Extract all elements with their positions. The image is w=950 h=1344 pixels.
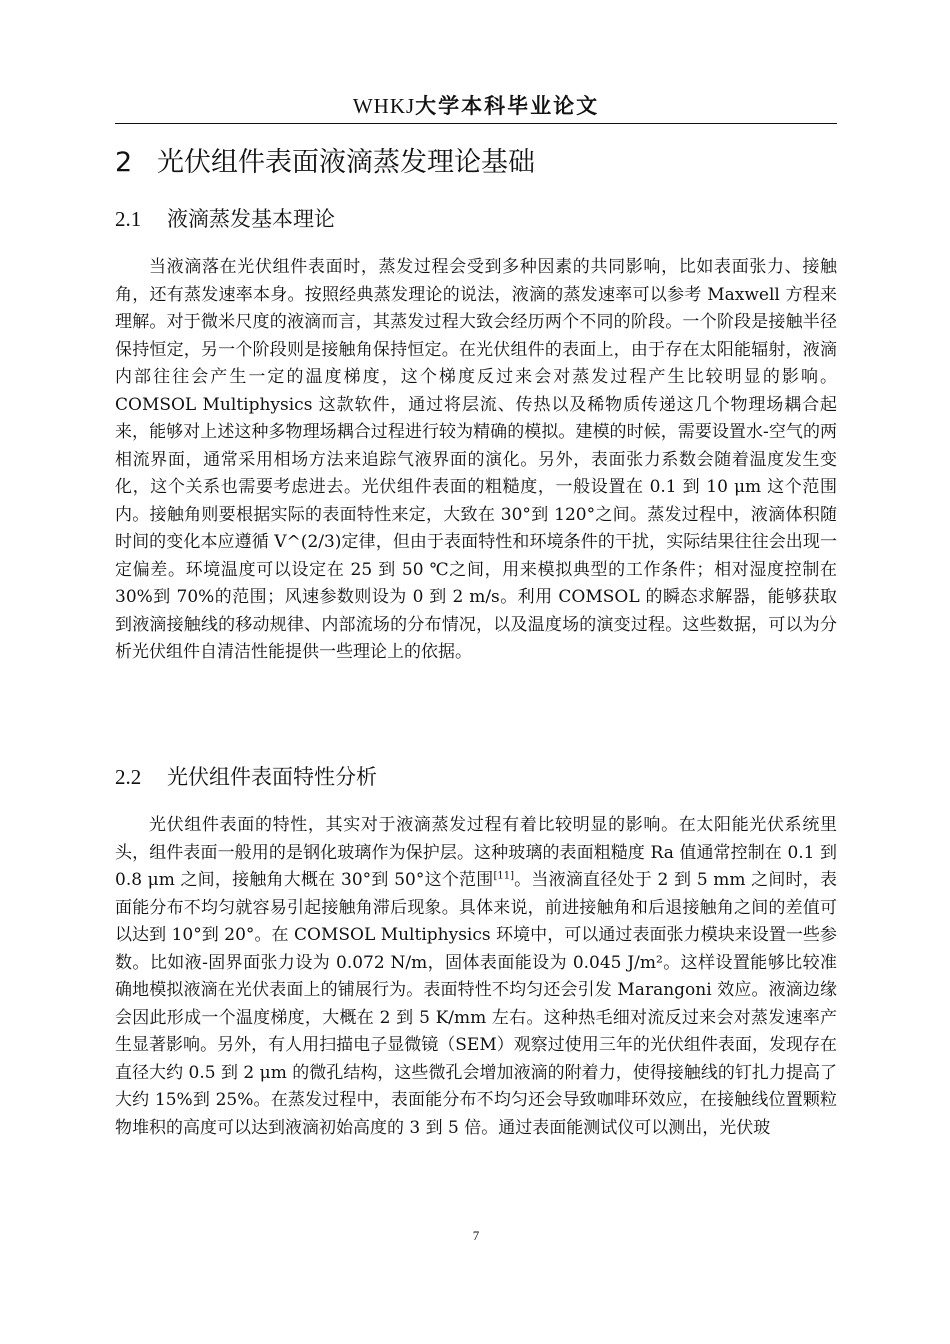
body-paragraph bbox=[115, 812, 837, 1142]
chapter-number: 2 bbox=[115, 147, 133, 178]
body-paragraph: 当液滴落在光伏组件表面时，蒸发过程会受到多种因素的共同影响，比如表面张力、接触角，还有蒸发速率本身。按照经典蒸发理论的说法，液滴的蒸发速率可以参考 Maxwell 方程来理解。对于微米尺度的液滴而言，其蒸发过程大致会经历两个不同的阶段。一个阶段是接触半径保持恒定，另一个阶段则是接触角保持恒定。在光伏组件的表面上，由于存在太阳能辐射，液滴内部往往会产生一定的温度梯度，这个梯度反过来会对蒸发过程产生比较明显的影响。COMSOL Multiphysics 这款软件，通过将层流、传热以及稀物质传递这几个物理场耦合起来，能够对上述这种多物理场耦合过程进行较为精确的模拟。建模的时候，需要设置水-空气的两相流界面，通常采用相场方法来追踪气液界面的演化。另外，表面张力系数会随着温度发生变化，这个关系也需要考虑进去。光伏组件表面的粗糙度，一般设置在 0.1 到 10 μm 这个范围内。接触角则要根据实际的表面特性来定，大致在 30°到 120°之间。蒸发过程中，液滴体积随时间的变化本应遵循 V^(2/3)定律，但由于表面特性和环境条件的干扰，实际结果往往会出现一定偏差。环境温度可以设定在 25 到 50 ℃之间，用来模拟典型的工作条件；相对湿度控制在 30%到 70%的范围；风速参数则设为 0 到 2 m/s。利用 COMSOL 的瞬态求解器，能够获取到液滴接触线的移动规律、内部流场的分布情况，以及温度场的演变过程。这些数据，可以为分析光伏组件自清洁性能提供一些理论上的依据。 bbox=[115, 257, 837, 662]
document-page bbox=[115, 0, 837, 1344]
citation-reference[interactable]: [11] bbox=[493, 870, 514, 882]
section-number: 2.2 bbox=[115, 765, 142, 789]
header-rule bbox=[115, 123, 837, 124]
chapter-title-text: 光伏组件表面液滴蒸发理论基础 bbox=[157, 147, 535, 178]
running-header bbox=[115, 92, 837, 120]
section-title-text: 液滴蒸发基本理论 bbox=[167, 207, 335, 231]
page-number: 7 bbox=[472, 1228, 480, 1243]
section-title-text: 光伏组件表面特性分析 bbox=[167, 765, 377, 789]
header-thesis-title: 大学本科毕业论文 bbox=[415, 94, 600, 118]
header-institution: WHKJ bbox=[352, 94, 416, 118]
chapter-title bbox=[115, 145, 837, 181]
paragraph-text: 光伏组件表面的特性，其实对于液滴蒸发过程有着比较明显的影响。在太阳能光伏系统里头，组件表面一般用的是钢化玻璃作为保护层。这种玻璃的表面粗糙度 Ra 值通常控制在 0.1 到 0.8 μm 之间，接触角大概在 30°到 50°这个范围 bbox=[115, 815, 837, 890]
section-title-2-1 bbox=[115, 204, 837, 234]
section-title-2-2 bbox=[115, 762, 837, 792]
section-number: 2.1 bbox=[115, 207, 142, 231]
paragraph-text: 。当液滴直径处于 2 到 5 mm 之间时，表面能分布不均匀就容易引起接触角滞后现象。具体来说，前进接触角和后退接触角之间的差值可以达到 10°到 20°。在 COMSOL Multiphysics 环境中，可以通过表面张力模块来设置一些参数。比如液-固界面张力设为 0.072 N/m，固体表面能设为 0.045 J/m²。这样设置能够比较准确地模拟液滴在光伏表面上的铺展行为。表面特性不均匀还会引发 Marangoni 效应。液滴边缘会因此形成一个温度梯度，大概在 2 到 5 K/mm 左右。这种热毛细对流反过来会对蒸发速率产生显著影响。另外，有人用扫描电子显微镜（SEM）观察过使用三年的光伏组件表面，发现存在直径大约 0.5 到 2 μm 的微孔结构，这些微孔会增加液滴的附着力，使得接触线的钉扎力提高了大约 15%到 25%。在蒸发过程中，表面能分布不均匀还会导致咖啡环效应，在接触线位置颗粒物堆积的高度可以达到液滴初始高度的 3 到 5 倍。通过表面能测试仪可以测出，光伏玻 bbox=[115, 870, 837, 1138]
